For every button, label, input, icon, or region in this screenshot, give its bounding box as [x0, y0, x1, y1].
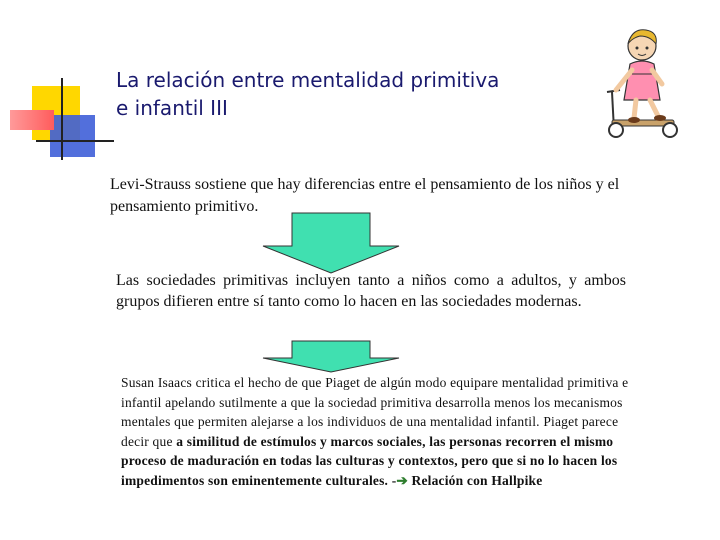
title-line-2: e infantil III — [116, 96, 228, 120]
hallpike-link-text: Relación con Hallpike — [407, 472, 543, 488]
paragraph-levi-strauss: Levi-Strauss sostiene que hay diferencias entre el pensamiento de los niños y el pensamiento primitivo. — [110, 176, 620, 215]
slide-title — [116, 66, 586, 122]
down-arrow-icon — [262, 340, 400, 373]
title-line-1: La relación entre mentalidad primitiva — [116, 68, 500, 92]
child-on-scooter-icon — [592, 22, 692, 140]
paragraph-isaacs-plain: Susan Isaacs critica el hecho de que Piaget de algún modo equipare mentalidad primitiva e infantil apelando sutilmente a que la sociedad primitiva desarrolla menos los mecanismos mentales que permiten alejarse a los individuos de una mentalidad infantil. Piaget parece decir que — [121, 375, 629, 449]
decorative-horizontal-line — [36, 140, 114, 142]
paragraph-isaacs-bold: a similitud de estímulos y marcos sociales, las personas recorren el mismo proceso de maduración en todas las culturas y contextos, pero que si no lo hacen los impedimentos son eminentemente culturales. - — [121, 433, 618, 488]
decorative-blue-square — [50, 115, 95, 157]
paragraph-isaacs — [121, 373, 641, 490]
right-arrow-icon: ➔ — [396, 472, 408, 488]
down-arrow-icon — [262, 212, 400, 274]
decorative-red-bar — [10, 110, 54, 130]
paragraph-sociedades: Las sociedades primitivas incluyen tanto a niños como a adultos, y ambos grupos difieren entre sí tanto como lo hacen en las sociedades modernas. — [116, 272, 626, 310]
decorative-vertical-line — [61, 78, 63, 160]
